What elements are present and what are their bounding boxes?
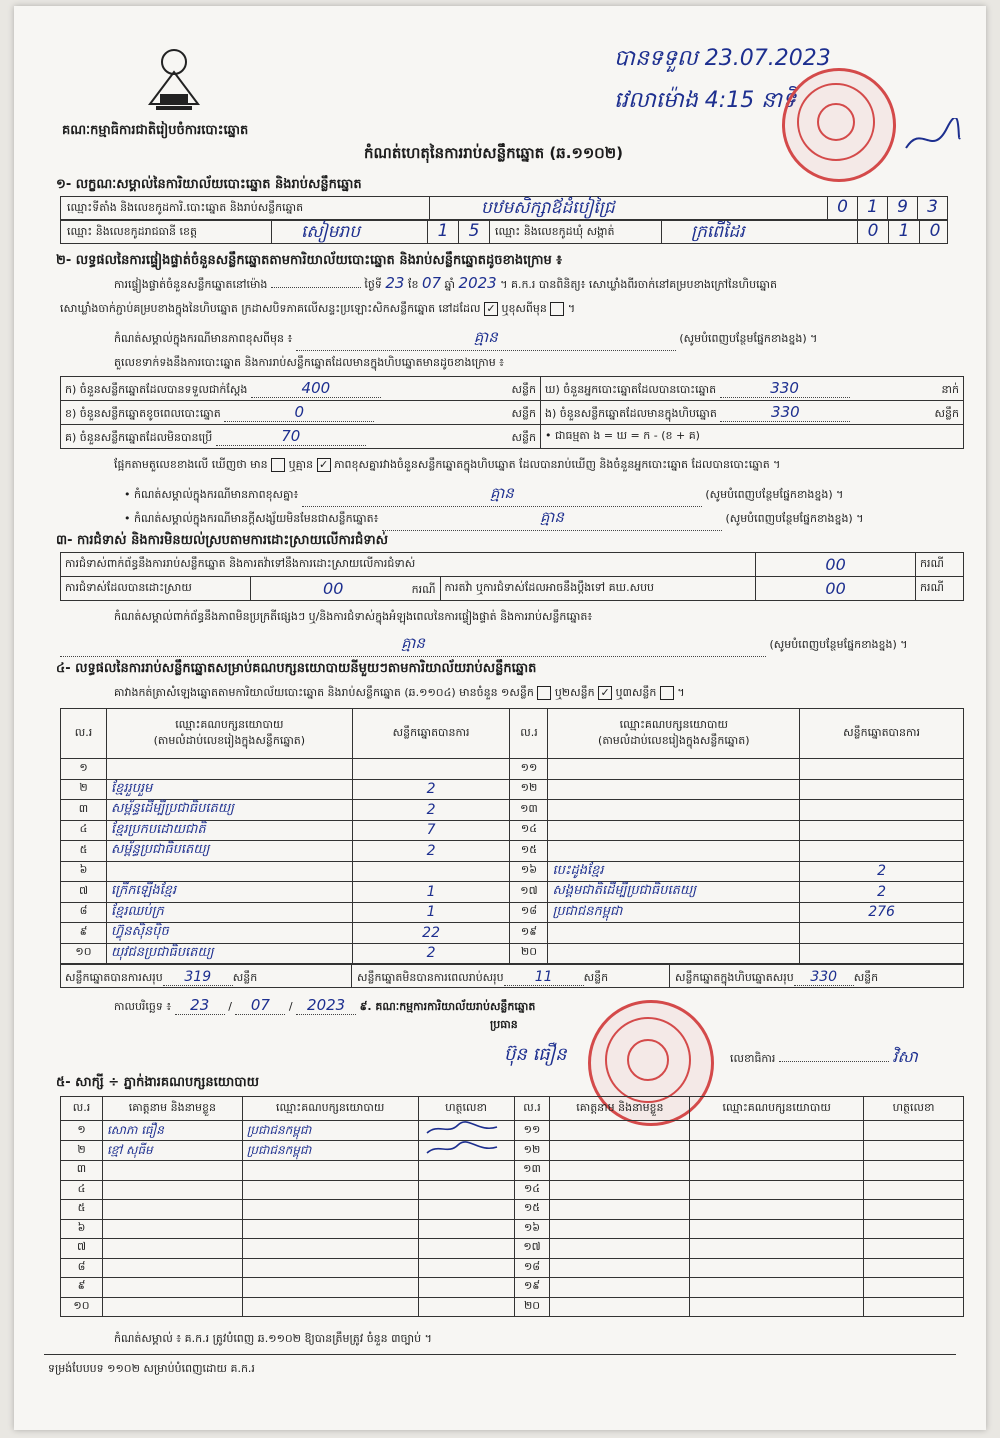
witness-signature — [418, 1180, 514, 1200]
witness-party — [690, 1200, 864, 1220]
party-votes: 1 — [352, 882, 510, 903]
table-row — [61, 759, 964, 780]
table-row — [61, 1141, 964, 1161]
party-votes — [800, 759, 964, 780]
table-row — [61, 882, 964, 903]
witness-name — [102, 1278, 242, 1298]
party-name: ហ៊្វុនស៊ិនប៉ិច — [106, 923, 352, 944]
chair-name: ប៊ុន ធឿន — [504, 1044, 567, 1065]
section2-based: ផ្អែកតាមតួលេខខាងលើ ឃើញថា មាន ឬគ្មាន ✓ ភាពខុសគ្នារវាងចំនួនសន្លឹកឆ្នោតក្នុងហិបឆ្នោត ដែលបានរាប់ឃើញ និងចំនួនអ្នកបោះឆ្នោត ដែលបានបោះឆ្នោត ។ — [114, 458, 781, 471]
witness-name — [550, 1258, 690, 1278]
party-name — [106, 759, 352, 780]
party-votes: 2 — [800, 882, 964, 903]
party-votes: 276 — [800, 902, 964, 923]
witness-row-no: ៥ — [61, 1200, 103, 1220]
party-votes — [352, 861, 510, 882]
table-row — [61, 902, 964, 923]
form-sheet — [14, 6, 986, 1430]
party-name: សង្គមជាតិដើម្បីប្រជាធិបតេយ្យ — [548, 882, 800, 903]
party-name: ខ្មែររួបរួម — [106, 779, 352, 800]
section1-row1-label: ឈ្មោះទីតាំង និងលេខកូដការិ.បោះឆ្នោត និងរាប់សន្លឹកឆ្នោត — [67, 201, 304, 214]
party-totals: សន្លឹកឆ្នោតបានការសរុប 319 សន្លឹក សន្លឹកឆ្នោតមិនបានការពេលរាប់សរុប 11 សន្លឹក សន្លឹកឆ្នោតក្នុងហិបឆ្នោតសរុប 330 សន្លឹក — [60, 964, 964, 988]
witness-name — [102, 1297, 242, 1317]
witness-name: ខ្មៅ សុធីម — [102, 1141, 242, 1161]
witness-row-no: ១៦ — [514, 1219, 550, 1239]
section3-note-label: កំណត់សម្គាល់ពាក់ព័ន្ធនឹងភាពមិនប្រក្រតីផ្សេងៗ ឬ/និងការជំទាស់ក្នុងអំឡុងពេលនៃការផ្ទៀងផ្ទាត់ និងការរាប់សន្លឹកឆ្នោត៖ — [114, 610, 593, 623]
section1-row1 — [60, 196, 948, 220]
party-votes: 2 — [352, 779, 510, 800]
party-row-no: ៨ — [61, 902, 107, 923]
witness-row-no: ១៧ — [514, 1239, 550, 1259]
section5-heading: ៥- សាក្សី ÷ ភ្នាក់ងារគណបក្សនយោបាយ — [56, 1075, 259, 1090]
witness-row-no: ១៣ — [514, 1161, 550, 1181]
checkbox-two-sheets[interactable]: ✓ — [598, 686, 612, 700]
witness-name — [550, 1219, 690, 1239]
witness-signature — [864, 1200, 964, 1220]
witness-party — [242, 1200, 418, 1220]
witness-name: សោភា ធឿន — [102, 1121, 242, 1141]
witness-name — [102, 1200, 242, 1220]
section4-intro: គាវាងកត់ត្រាសំឡេងឆ្នោតតាមការិយាល័យបោះឆ្នោត និងរាប់សន្លឹកឆ្នោត (ឆ.១១០៤) មានចំនួន ១សន្លឹក ឬ២សន្លឹក ✓ ឬ៣សន្លឹក ។ — [114, 686, 685, 699]
party-votes: 7 — [352, 820, 510, 841]
witness-signature — [418, 1278, 514, 1298]
witness-row-no: ៦ — [61, 1219, 103, 1239]
section4-date: កាលបរិច្ឆេទ ៖ 23 / 07 / 2023 ៩. គណៈកម្មការការិយាល័យរាប់សន្លឹកឆ្នោត — [114, 996, 536, 1014]
witness-party — [242, 1297, 418, 1317]
witness-row-no: ១៩ — [514, 1278, 550, 1298]
witness-row-no: ១៨ — [514, 1258, 550, 1278]
party-name — [548, 779, 800, 800]
section2-heading: ២- លទ្ធផលនៃការផ្ទៀងផ្ទាត់ចំនួនសន្លឹកឆ្នោតតាមការិយាល័យបោះឆ្នោត និងរាប់សន្លឹកឆ្នោតដូចខាងក្រោម ៖ — [56, 253, 562, 268]
table-row — [61, 923, 964, 944]
witness-signature — [418, 1258, 514, 1278]
party-name: ប្រជាជនកម្ពុជា — [548, 902, 800, 923]
party-name: ក្រើកឡើងខ្មែរ — [106, 882, 352, 903]
party-name — [106, 861, 352, 882]
witness-name — [550, 1180, 690, 1200]
checkbox-one-sheet[interactable] — [537, 686, 551, 700]
witness-party — [690, 1161, 864, 1181]
table-row — [61, 1278, 964, 1298]
witness-signature — [864, 1121, 964, 1141]
witness-row-no: ៤ — [61, 1180, 103, 1200]
table-row — [61, 1219, 964, 1239]
table-row — [61, 820, 964, 841]
party-row-no: ១៨ — [510, 902, 548, 923]
witness-name — [102, 1258, 242, 1278]
witness-party — [242, 1219, 418, 1239]
party-row-no: ៧ — [61, 882, 107, 903]
checkbox-no-difference[interactable]: ✓ — [317, 458, 331, 472]
ballot-count-table: ក) ចំនួនសន្លឹកឆ្នោតដែលបានទទួលជាក់ស្តែង 400 សន្លឹក ឃ) ចំនួនអ្នកបោះឆ្នោតដែលបានបោះឆ្នោត 330 នាក់ ខ) ចំនួនសន្លឹកឆ្នោតខូចពេលបោះឆ្នោត 0 សន្លឹក ង) ចំនួនសន្លឹកឆ្នោតដែលមានក្នុងហិបឆ្នោត 330 សន្លឹក គ) ចំនួនសន្លឹកឆ្នោតដែលមិនបានប្រើ 70 សន្លឹក • ជាធម្មតា ង = ឃ = ក - (ខ + គ) — [60, 376, 964, 449]
checkbox-has-difference[interactable] — [271, 458, 285, 472]
witness-row-no: ២ — [61, 1141, 103, 1161]
witness-row-no: ១២ — [514, 1141, 550, 1161]
checkbox-changed[interactable] — [550, 302, 564, 316]
table-row — [61, 861, 964, 882]
witness-party — [242, 1161, 418, 1181]
witness-signature — [418, 1219, 514, 1239]
witness-signature — [864, 1219, 964, 1239]
party-name — [548, 820, 800, 841]
witness-signature — [418, 1200, 514, 1220]
witness-signature — [418, 1141, 514, 1161]
table-row — [61, 1297, 964, 1317]
witness-signature — [864, 1278, 964, 1298]
received-note-line1: បានទទួល 23.07.2023 — [614, 46, 831, 71]
table-row — [61, 1121, 964, 1141]
section1-row2b-label: ឈ្មោះ និងលេខកូដឃុំ សង្កាត់ — [495, 225, 615, 238]
checkbox-three-sheets[interactable] — [660, 686, 674, 700]
section2-line1: ការផ្ទៀងផ្ទាត់ចំនួនសន្លឹកឆ្នោតនៅម៉ោង ថ្ងៃទី 23 ខែ 07 ឆ្នាំ 2023 ។ គ.ក.រ បានពិនិត្យ៖ សោឃ្លាំងពីរចាក់នៅគម្របខាងក្រៅនៃហិបឆ្នោត — [114, 274, 778, 292]
table-row — [61, 800, 964, 821]
section3-note: គ្មាន (សូមបំពេញបន្ថែមផ្នែកខាងខ្នង) ។ — [60, 634, 908, 657]
witness-row-no: ១ — [61, 1121, 103, 1141]
witness-name — [550, 1161, 690, 1181]
party-row-no: ១២ — [510, 779, 548, 800]
witness-party: ប្រជាជនកម្ពុជា — [242, 1141, 418, 1161]
party-row-no: ៤ — [61, 820, 107, 841]
witness-party — [690, 1258, 864, 1278]
party-results-table: ល.រ ឈ្មោះគណបក្សនយោបាយ (តាមលំដាប់លេខរៀងក្នុងសន្លឹកឆ្នោត) សន្លឹកឆ្នោតបានការ ល.រ ឈ្មោះគណបក្សនយោបាយ (តាមលំដាប់លេខរៀងក្នុងសន្លឹកឆ្នោត) សន្លឹកឆ្នោតបានការ ១ ១១ ២ ខ្មែររួបរួម 2 ១២ ៣ សម្ព័ន្ធដើម្បីប្រជាធិបតេយ្យ 2 ១៣ ៤ ខ្មែរប្រកបដោយជាតិ 7 ១៤ ៥ សម្ព័ន្ធប្រជាធិបតេយ្យ 2 ១៥ ៦ ១៦ បេះដូងខ្មែរ 2 ៧ ក្រើកឡើងខ្មែរ 1 ១៧ សង្គមជាតិដើម្បីប្រជាធិបតេយ្យ 2 ៨ ខ្មែរឈប់ក្រ 1 ១៨ ប្រជាជនកម្ពុជា 276 ៩ ហ៊្វុនស៊ិនប៉ិច 22 ១៩ ១០ យុវជនប្រជាធិបតេយ្យ 2 ២០ — [60, 708, 964, 964]
party-votes: 1 — [352, 902, 510, 923]
party-row-no: ២ — [61, 779, 107, 800]
party-votes: 2 — [800, 861, 964, 882]
witness-row-no: ៣ — [61, 1161, 103, 1181]
witness-signature — [418, 1297, 514, 1317]
party-row-no: ៦ — [61, 861, 107, 882]
witness-name — [550, 1239, 690, 1259]
party-row-no: ១៧ — [510, 882, 548, 903]
section1-row2b-value: ក្រពើដៃរ — [691, 222, 745, 242]
party-votes — [800, 820, 964, 841]
witness-name — [550, 1278, 690, 1298]
witness-name — [102, 1239, 242, 1259]
witness-signature — [864, 1180, 964, 1200]
section1-row1-code: 0 1 9 3 — [827, 197, 947, 219]
party-votes: 2 — [352, 841, 510, 862]
section3-heading: ៣- ការជំទាស់ និងការមិនយល់ស្របតាមការដោះស្រាយលើការជំទាស់ — [56, 533, 388, 548]
witness-name — [550, 1141, 690, 1161]
witness-party — [690, 1219, 864, 1239]
section1-row2-value: សៀមរាប — [301, 222, 361, 242]
party-votes: 2 — [352, 800, 510, 821]
table-row — [61, 943, 964, 964]
witness-row-no: ៨ — [61, 1258, 103, 1278]
party-name — [548, 943, 800, 964]
section4-heading: ៤- លទ្ធផលនៃការរាប់សន្លឹកឆ្នោតសម្រាប់គណបក្សនយោបាយនីមួយៗតាមការិយាល័យរាប់សន្លឹកឆ្នោត — [56, 661, 537, 676]
secretary: លេខាធិការ វិសា — [730, 1047, 918, 1066]
party-name: សម្ព័ន្ធប្រជាធិបតេយ្យ — [106, 841, 352, 862]
party-row-no: ៥ — [61, 841, 107, 862]
party-votes — [800, 841, 964, 862]
party-name: សម្ព័ន្ធដើម្បីប្រជាធិបតេយ្យ — [106, 800, 352, 821]
party-row-no: ២០ — [510, 943, 548, 964]
section2-intro: តួលេខទាក់ទងនឹងការបោះឆ្នោត និងការរាប់សន្លឹកឆ្នោតដែលមានក្នុងហិបឆ្នោតមានដូចខាងក្រោម ៖ — [114, 356, 505, 369]
witness-name — [550, 1200, 690, 1220]
party-row-no: ១៥ — [510, 841, 548, 862]
party-votes — [800, 779, 964, 800]
party-row-no: ៣ — [61, 800, 107, 821]
received-note-line2: វេលាម៉ោង 4:15 នាទី — [614, 88, 797, 113]
table-row — [61, 1161, 964, 1181]
party-votes — [800, 800, 964, 821]
witness-party — [690, 1239, 864, 1259]
witness-signature — [418, 1161, 514, 1181]
committee-name: គណៈកម្មាធិការជាតិរៀបចំការបោះឆ្នោត — [62, 123, 249, 138]
party-row-no: ១៣ — [510, 800, 548, 821]
witness-row-no: ១៤ — [514, 1180, 550, 1200]
witness-party — [242, 1239, 418, 1259]
witness-party — [242, 1258, 418, 1278]
section2-susp-note: • កំណត់សម្គាល់ក្នុងករណីមានក្តីសង្ស័យមិនមែនជាសន្លឹកឆ្នោត៖ គ្មាន (សូមបំពេញបន្ថែមផ្នែកខាងខ្នង) ។ — [124, 508, 863, 531]
witness-name — [550, 1121, 690, 1141]
party-name: យុវជនប្រជាធិបតេយ្យ — [106, 943, 352, 964]
party-name: ខ្មែរឈប់ក្រ — [106, 902, 352, 923]
witness-signature — [864, 1161, 964, 1181]
nec-logo — [142, 44, 206, 116]
witness-signature — [864, 1141, 964, 1161]
party-name: ខ្មែរប្រកបដោយជាតិ — [106, 820, 352, 841]
witness-row-no: ៧ — [61, 1239, 103, 1259]
party-votes — [800, 923, 964, 944]
party-row-no: ១១ — [510, 759, 548, 780]
table-row — [61, 1180, 964, 1200]
form-footer: ទម្រង់បែបបទ ១១០២ សម្រាប់បំពេញដោយ គ.ក.រ — [48, 1362, 255, 1375]
witness-signature — [864, 1258, 964, 1278]
witness-party: ប្រជាជនកម្ពុជា — [242, 1121, 418, 1141]
party-votes: 2 — [352, 943, 510, 964]
table-row — [61, 1258, 964, 1278]
witness-name — [102, 1180, 242, 1200]
witness-name — [102, 1161, 242, 1181]
official-stamp-top — [782, 68, 896, 182]
section1-row2: ឈ្មោះ និងលេខកូដរាជធានី ខេត្ត សៀមរាប 1 5 ឈ្មោះ និងលេខកូដឃុំ សង្កាត់ ក្រពើដៃរ 0 1 0 — [60, 220, 948, 244]
section2-line2: សោឃ្លាំងចាក់ភ្ជាប់គម្របខាងក្នុងនៃហិបឆ្នោត ក្រដាសបិទភាគលើសន្ទះប្រឡោះសិកសន្លឹកឆ្នោត នៅដដែល ✓ ឬខុសពីមុន ។ — [60, 302, 576, 315]
witness-row-no: ១៥ — [514, 1200, 550, 1220]
witness-row-no: ២០ — [514, 1297, 550, 1317]
signature-top — [902, 118, 962, 162]
witness-party — [242, 1278, 418, 1298]
section1-heading: ១- លក្ខណៈសម្គាល់នៃការិយាល័យបោះឆ្នោត និងរាប់សន្លឹកឆ្នោត — [56, 177, 362, 192]
witness-party — [690, 1297, 864, 1317]
witness-party — [690, 1121, 864, 1141]
witness-row-no: ១០ — [61, 1297, 103, 1317]
table-row — [61, 779, 964, 800]
party-name — [548, 759, 800, 780]
footnote: កំណត់សម្គាល់ ៖ គ.ក.រ ត្រូវបំពេញ ឆ.១១០២ ឱ្យបានត្រឹមត្រូវ ចំនួន ៣ច្បាប់ ។ — [114, 1332, 432, 1345]
witness-signature — [864, 1297, 964, 1317]
section2-note: កំណត់សម្គាល់ក្នុងករណីមានភាពខុសពីមុន ៖ គ្មាន (សូមបំពេញបន្ថែមផ្នែកខាងខ្នង) ។ — [114, 328, 954, 351]
table-row — [61, 1239, 964, 1259]
party-row-no: ៩ — [61, 923, 107, 944]
witness-name — [550, 1297, 690, 1317]
section1-row2-label: ឈ្មោះ និងលេខកូដរាជធានី ខេត្ត — [67, 225, 197, 238]
witness-signature — [418, 1121, 514, 1141]
witness-row-no: ១១ — [514, 1121, 550, 1141]
witness-table: ល.រ គោត្តនាម និងនាមខ្លួន ឈ្មោះគណបក្សនយោបាយ ហត្ថលេខា ល.រ គោត្តនាម និងនាមខ្លួន ឈ្មោះគណបក្សនយោបាយ ហត្ថលេខា ១ សោភា ធឿន ប្រជាជនកម្ពុជា ១១ ២ ខ្មៅ សុធីម ប្រជាជនកម្ពុជា ១២ ៣ ១៣ ៤ ១៤ ៥ ១៥ ៦ ១៦ ៧ ១៧ ៨ ១៨ ៩ ១៩ ១០ ២០ — [60, 1096, 964, 1317]
witness-party — [242, 1180, 418, 1200]
party-row-no: ១០ — [61, 943, 107, 964]
witness-name — [102, 1219, 242, 1239]
witness-row-no: ៩ — [61, 1278, 103, 1298]
table-row — [61, 1200, 964, 1220]
party-votes: 22 — [352, 923, 510, 944]
party-name — [548, 841, 800, 862]
section1-row1-value: បឋមសិក្សាឪដំបៀជ្រៃ — [481, 198, 615, 218]
party-row-no: ១៩ — [510, 923, 548, 944]
party-row-no: ១៤ — [510, 820, 548, 841]
chair-label: ប្រធាន — [490, 1018, 518, 1031]
table-row — [61, 841, 964, 862]
section2-diff-note: • កំណត់សម្គាល់ក្នុងករណីមានភាពខុសគ្នា៖ គ្មាន (សូមបំពេញបន្ថែមផ្នែកខាងខ្នង) ។ — [124, 484, 843, 507]
party-votes — [800, 943, 964, 964]
form-title: កំណត់ហេតុនៃការរាប់សន្លឹកឆ្នោត (ឆ.១១០២) — [364, 144, 624, 162]
party-row-no: ១ — [61, 759, 107, 780]
witness-signature — [418, 1239, 514, 1259]
party-name — [548, 800, 800, 821]
witness-party — [690, 1141, 864, 1161]
party-votes — [352, 759, 510, 780]
objection-table: ការជំទាស់ពាក់ព័ន្ធនឹងការរាប់សន្លឹកឆ្នោត និងការតវ៉ាទៅនឹងការដោះស្រាយលើការជំទាស់ 00 ករណី ការជំទាស់ដែលបានដោះស្រាយ 00 ករណី ការតវ៉ា ឬការជំទាស់ដែលអាចនឹងប្តឹងទៅ គឃ.សបប 00 ករណី — [60, 552, 964, 601]
checkbox-unchanged[interactable]: ✓ — [484, 302, 498, 316]
witness-signature — [864, 1239, 964, 1259]
party-name: បេះដូងខ្មែរ — [548, 861, 800, 882]
party-row-no: ១៦ — [510, 861, 548, 882]
party-name — [548, 923, 800, 944]
witness-party — [690, 1278, 864, 1298]
witness-party — [690, 1180, 864, 1200]
